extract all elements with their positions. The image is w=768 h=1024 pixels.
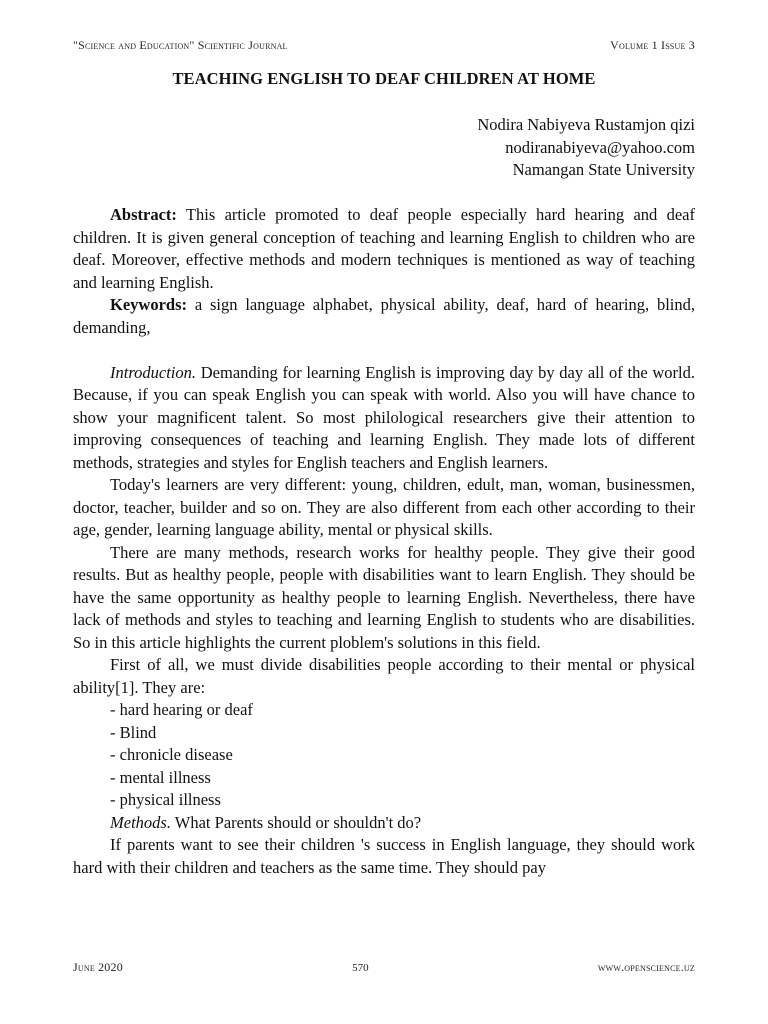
introduction-paragraph xyxy=(73,362,695,475)
abstract-paragraph xyxy=(73,204,695,294)
list-item: - physical illness xyxy=(110,790,221,809)
running-header xyxy=(73,38,695,54)
journal-name: "Science and Education" Scientific Journal xyxy=(73,38,288,52)
list-item: - hard hearing or deaf xyxy=(110,700,253,719)
publication-date: June 2020 xyxy=(73,960,123,974)
page-number: 570 xyxy=(352,961,369,974)
methods-text: What Parents should or shouldn't do? xyxy=(174,812,422,832)
introduction-text: Demanding for learning English is improving day by day all of the world. Because, if you can speak English you can speak with world. Also you will have chance to show your magnificent talent. So most philological researchers give their attention to improving consequences of teaching and learning English. They made lots of different methods, strategies and styles for English teachers and English learners. xyxy=(73,362,696,472)
keywords-paragraph xyxy=(73,294,695,339)
methods-label: Methods. xyxy=(110,812,171,832)
abstract-label: Abstract: xyxy=(110,205,177,224)
website-link[interactable]: www.openscience.uz xyxy=(597,960,695,974)
keywords-label: Keywords: xyxy=(110,295,187,314)
learners-paragraph: Today's learners are very different: young, children, edult, man, woman, businessmen, doctor, teacher, builder and so on. They are also different from each other according to their age, gender, learning language ability, mental or physical skills. xyxy=(73,475,695,539)
author-affiliation: Namangan State University xyxy=(512,160,695,179)
article-body xyxy=(73,204,695,879)
running-footer xyxy=(73,960,695,975)
keywords-text: a sign language alphabet, physical ability, deaf, hard of hearing, blind, demanding, xyxy=(73,295,696,337)
methods-paragraph xyxy=(73,812,695,835)
disabilities-paragraph: First of all, we must divide disabilities people according to their mental or physical ability[1]. They are: xyxy=(73,655,695,697)
author-email: nodiranabiyeva@yahoo.com xyxy=(505,137,695,157)
abstract-text: This article promoted to deaf people especially hard hearing and deaf children. It is given general conception of teaching and learning English to children who are deaf. Moreover, effective methods and modern techniques is mentioned as way of teaching and learning English. xyxy=(73,205,695,292)
list-item: - mental illness xyxy=(110,767,211,787)
author-name: Nodira Nabiyeva Rustamjon qizi xyxy=(477,115,695,134)
volume-issue: Volume 1 Issue 3 xyxy=(610,38,695,52)
parents-paragraph: If parents want to see their children 's success in English language, they should work hard with their children and teachers as the same time. They should pay xyxy=(73,835,695,877)
author-block xyxy=(477,114,695,182)
introduction-label: Introduction. xyxy=(110,362,197,382)
article-title: TEACHING ENGLISH TO DEAF CHILDREN AT HOME xyxy=(172,69,596,88)
list-item: - Blind xyxy=(110,722,157,742)
methods-research-paragraph: There are many methods, research works for healthy people. They give their good results. But as healthy people, people with disabilities want to learn English. They should be have the same opportunity as healthy people to learning English. Nevertheless, there have lack of methods and styles to teaching and learning English to students who are disabilities. So in this article highlights the current ploblem's solutions in this field. xyxy=(73,542,695,652)
section-gap xyxy=(73,339,695,362)
list-item: - chronicle disease xyxy=(110,745,233,764)
